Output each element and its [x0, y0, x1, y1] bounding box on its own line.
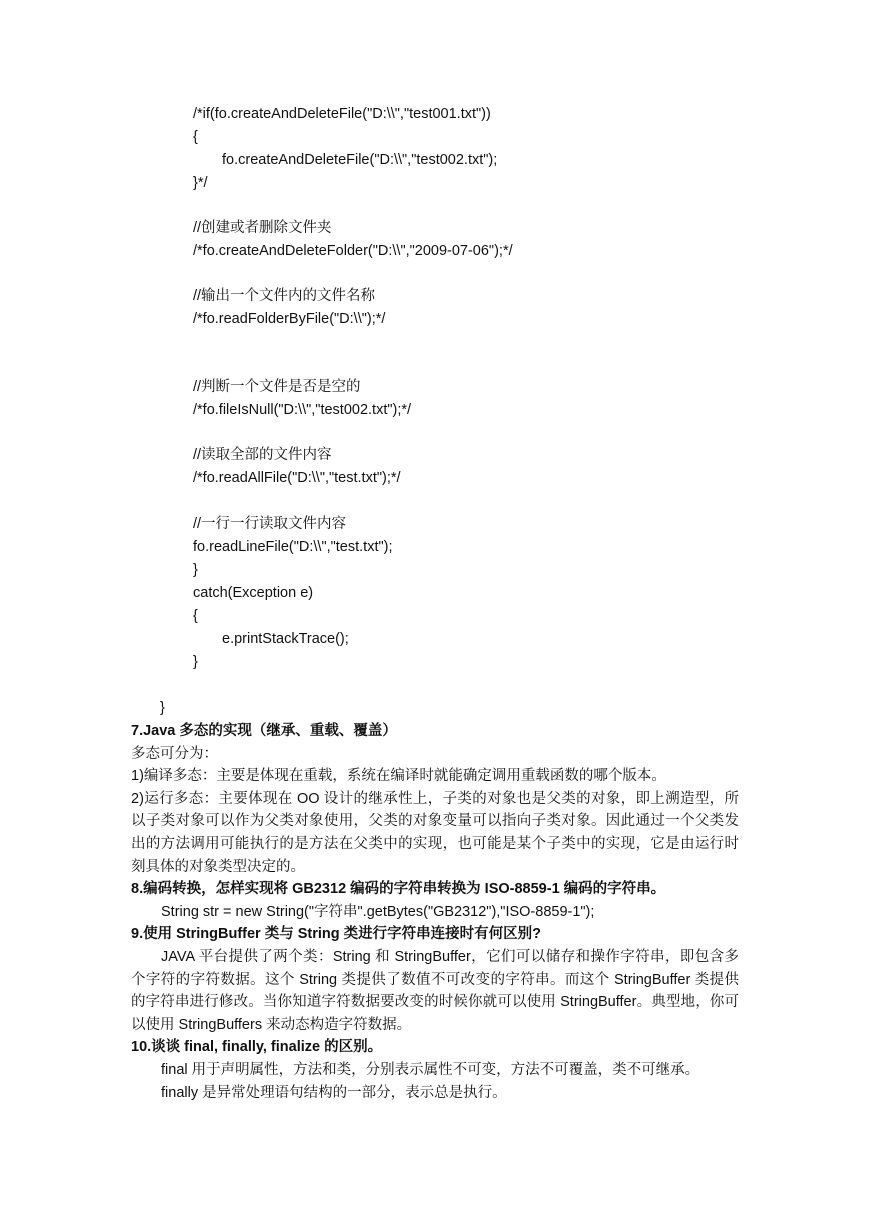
- section-9-text: JAVA 平台提供了两个类：String 和 StringBuffer，它们可以储存和操作字符串，即包含多个字符的字符数据。这个 String 类提供了数值不可改变的字符串。而这个 StringBuffer 类提供的字符串进行修改。当你知道字符数据要改变的时候你就可以使用 StringBuffer。典型地，你可以使用 StringBuffers 来动态构造字符数据。: [131, 948, 739, 1033]
- code-line: {: [193, 608, 198, 624]
- code-comment: //一行一行读取文件内容: [193, 516, 347, 532]
- code-line: /*fo.createAndDeleteFolder("D:\\","2009-07-06");*/: [193, 243, 513, 259]
- section-8-code: String str = new String("字符串".getBytes("GB2312"),"ISO-8859-1");: [161, 903, 595, 920]
- section-7-heading: 7.Java 多态的实现（继承、重载、覆盖）: [131, 723, 397, 739]
- section-9-heading: 9.使用 StringBuffer 类与 String 类进行字符串连接时有何区别?: [131, 926, 542, 943]
- code-line: /*if(fo.createAndDeleteFile("D:\\","test001.txt")): [193, 106, 491, 122]
- code-line: /*fo.fileIsNull("D:\\","test002.txt");*/: [193, 402, 412, 418]
- section-7-item-2: 2)运行多态：主要体现在 OO 设计的继承性上，子类的对象也是父类的对象，即上溯造型，所以子类对象可以作为父类对象使用，父类的对象变量可以指向子类对象。因此通过一个父类发出的方法调用可能执行的是方法在父类中的实现，也可能是某个子类中的实现，它是由运行时刻具体的对象类型决定的。: [131, 790, 739, 875]
- code-comment: //判断一个文件是否是空的: [193, 379, 361, 395]
- document-body: [131, 720, 739, 1104]
- code-line: fo.readLineFile("D:\\","test.txt");: [193, 539, 393, 555]
- code-line: {: [193, 129, 198, 145]
- section-10-line-2: finally 是异常处理语句结构的一部分，表示总是执行。: [161, 1084, 507, 1101]
- code-line: }*/: [193, 175, 208, 191]
- code-line: /*fo.readFolderByFile("D:\\");*/: [193, 311, 386, 327]
- code-line: e.printStackTrace();: [222, 631, 349, 647]
- section-7-item-1: 1)编译多态：主要是体现在重载，系统在编译时就能确定调用重载函数的哪个版本。: [131, 768, 666, 785]
- section-10-line-1: final 用于声明属性，方法和类，分别表示属性不可变，方法不可覆盖，类不可继承。: [161, 1061, 700, 1078]
- code-line: }: [193, 562, 198, 578]
- code-line: fo.createAndDeleteFile("D:\\","test002.txt");: [222, 152, 498, 168]
- code-comment: //输出一个文件内的文件名称: [193, 288, 376, 304]
- section-10-heading: 10.谈谈 final, finally, finalize 的区别。: [131, 1039, 383, 1056]
- code-line: catch(Exception e): [193, 585, 314, 601]
- code-line: /*fo.readAllFile("D:\\","test.txt");*/: [193, 470, 401, 486]
- section-8-heading: 8.编码转换，怎样实现将 GB2312 编码的字符串转换为 ISO-8859-1 编码的字符串。: [131, 881, 666, 898]
- code-comment: //创建或者删除文件夹: [193, 220, 332, 236]
- code-comment: //读取全部的文件内容: [193, 447, 332, 463]
- code-line: }: [160, 700, 165, 716]
- code-line: }: [193, 654, 198, 670]
- section-7-intro: 多态可分为：: [131, 745, 218, 762]
